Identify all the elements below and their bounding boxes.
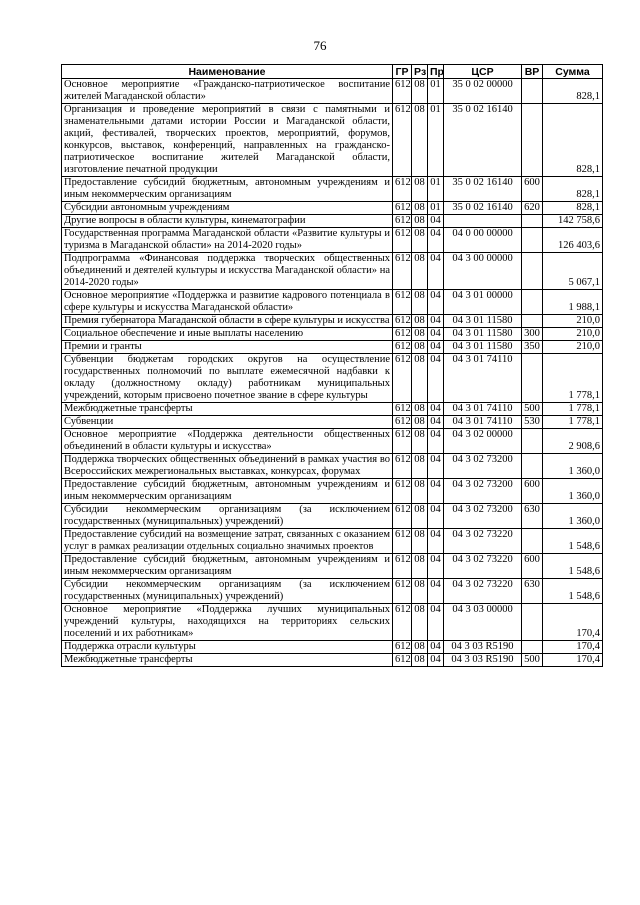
cell-name: Подпрограмма «Финансовая поддержка творческих общественных объединений и деятелей культуры и искусства Магаданской области» на 2014-2020 годы» <box>62 253 393 290</box>
table-row <box>62 529 603 554</box>
cell-pr: 04 <box>428 315 444 328</box>
cell-rz: 08 <box>412 403 428 416</box>
cell-name: Субсидии некоммерческим организациям (за исключением государственных (муниципальных) учреждений) <box>62 579 393 604</box>
cell-sum: 1 360,0 <box>543 504 603 529</box>
table-row <box>62 429 603 454</box>
cell-pr: 04 <box>428 290 444 315</box>
cell-rz: 08 <box>412 654 428 667</box>
cell-csr: 04 3 02 73220 <box>444 554 522 579</box>
cell-pr: 04 <box>428 215 444 228</box>
cell-pr: 04 <box>428 604 444 641</box>
cell-vr: 630 <box>522 579 543 604</box>
cell-csr: 04 3 01 74110 <box>444 403 522 416</box>
cell-pr: 04 <box>428 479 444 504</box>
cell-csr: 04 3 01 11580 <box>444 328 522 341</box>
cell-gr: 612 <box>393 479 412 504</box>
cell-csr: 04 3 02 73220 <box>444 529 522 554</box>
page-number: 76 <box>313 38 327 53</box>
cell-rz: 08 <box>412 529 428 554</box>
cell-gr: 612 <box>393 341 412 354</box>
cell-pr: 04 <box>428 403 444 416</box>
table-row <box>62 654 603 667</box>
table-row <box>62 104 603 177</box>
cell-vr <box>522 315 543 328</box>
cell-csr: 04 3 03 R5190 <box>444 641 522 654</box>
cell-vr <box>522 253 543 290</box>
cell-vr <box>522 429 543 454</box>
cell-csr: 04 3 01 00000 <box>444 290 522 315</box>
cell-csr: 04 0 00 00000 <box>444 228 522 253</box>
cell-rz: 08 <box>412 554 428 579</box>
cell-gr: 612 <box>393 654 412 667</box>
cell-gr: 612 <box>393 253 412 290</box>
cell-sum: 210,0 <box>543 341 603 354</box>
header-rz: Рз <box>412 65 428 79</box>
cell-name: Основное мероприятие «Поддержка лучших муниципальных учреждений культуры, находящихся на территориях сельских поселений и их работникам» <box>62 604 393 641</box>
cell-pr: 04 <box>428 454 444 479</box>
cell-gr: 612 <box>393 215 412 228</box>
cell-csr: 04 3 01 11580 <box>444 341 522 354</box>
cell-vr: 350 <box>522 341 543 354</box>
table-row <box>62 554 603 579</box>
cell-csr: 04 3 02 73200 <box>444 504 522 529</box>
cell-pr: 01 <box>428 202 444 215</box>
budget-table <box>61 64 603 667</box>
cell-vr <box>522 228 543 253</box>
header-gr: ГР <box>393 65 412 79</box>
cell-gr: 612 <box>393 104 412 177</box>
cell-name: Предоставление субсидий бюджетным, автономным учреждениям и иным некоммерческим организациям <box>62 177 393 202</box>
cell-name: Основное мероприятие «Поддержка деятельности общественных объединений в области культуры и искусства» <box>62 429 393 454</box>
cell-rz: 08 <box>412 290 428 315</box>
cell-vr: 630 <box>522 504 543 529</box>
header-pr: Пр <box>428 65 444 79</box>
cell-gr: 612 <box>393 403 412 416</box>
cell-pr: 04 <box>428 354 444 403</box>
cell-sum: 210,0 <box>543 328 603 341</box>
header-name: Наименование <box>62 65 393 79</box>
cell-gr: 612 <box>393 504 412 529</box>
cell-sum: 828,1 <box>543 177 603 202</box>
cell-gr: 612 <box>393 228 412 253</box>
cell-csr: 04 3 01 74110 <box>444 416 522 429</box>
cell-sum: 170,4 <box>543 654 603 667</box>
cell-pr: 01 <box>428 104 444 177</box>
cell-rz: 08 <box>412 429 428 454</box>
cell-rz: 08 <box>412 104 428 177</box>
cell-name: Основное мероприятие «Поддержка и развитие кадрового потенциала в сфере культуры и искусства Магаданской области» <box>62 290 393 315</box>
table-header-row <box>62 65 603 79</box>
cell-rz: 08 <box>412 479 428 504</box>
cell-pr: 04 <box>428 579 444 604</box>
cell-rz: 08 <box>412 354 428 403</box>
cell-rz: 08 <box>412 228 428 253</box>
cell-gr: 612 <box>393 290 412 315</box>
cell-csr: 04 3 03 00000 <box>444 604 522 641</box>
cell-sum: 2 908,6 <box>543 429 603 454</box>
cell-vr: 500 <box>522 654 543 667</box>
cell-vr: 600 <box>522 479 543 504</box>
cell-rz: 08 <box>412 416 428 429</box>
header-csr: ЦСР <box>444 65 522 79</box>
cell-pr: 04 <box>428 641 444 654</box>
cell-csr: 35 0 02 16140 <box>444 202 522 215</box>
cell-pr: 04 <box>428 529 444 554</box>
table-row <box>62 354 603 403</box>
cell-name: Государственная программа Магаданской области «Развитие культуры и туризма в Магаданской области» на 2014-2020 годы» <box>62 228 393 253</box>
cell-name: Субсидии автономным учреждениям <box>62 202 393 215</box>
cell-rz: 08 <box>412 454 428 479</box>
cell-gr: 612 <box>393 354 412 403</box>
cell-sum: 1 778,1 <box>543 403 603 416</box>
cell-sum: 170,4 <box>543 604 603 641</box>
cell-sum: 828,1 <box>543 104 603 177</box>
cell-pr: 04 <box>428 429 444 454</box>
cell-sum: 1 360,0 <box>543 454 603 479</box>
table-row <box>62 215 603 228</box>
cell-sum: 210,0 <box>543 315 603 328</box>
cell-sum: 1 778,1 <box>543 416 603 429</box>
cell-gr: 612 <box>393 328 412 341</box>
cell-csr: 04 3 03 R5190 <box>444 654 522 667</box>
cell-vr <box>522 79 543 104</box>
cell-csr: 04 3 01 74110 <box>444 354 522 403</box>
cell-pr: 01 <box>428 177 444 202</box>
cell-gr: 612 <box>393 579 412 604</box>
cell-rz: 08 <box>412 328 428 341</box>
cell-pr: 04 <box>428 504 444 529</box>
table-row <box>62 479 603 504</box>
table-row <box>62 416 603 429</box>
cell-rz: 08 <box>412 315 428 328</box>
cell-csr: 04 3 02 73200 <box>444 454 522 479</box>
table-row <box>62 341 603 354</box>
cell-vr <box>522 215 543 228</box>
cell-sum: 1 360,0 <box>543 479 603 504</box>
cell-pr: 04 <box>428 654 444 667</box>
cell-name: Субвенции <box>62 416 393 429</box>
cell-pr: 01 <box>428 79 444 104</box>
cell-vr <box>522 354 543 403</box>
cell-sum: 5 067,1 <box>543 253 603 290</box>
cell-rz: 08 <box>412 215 428 228</box>
cell-csr: 04 3 02 73220 <box>444 579 522 604</box>
cell-name: Межбюджетные трансферты <box>62 654 393 667</box>
cell-vr <box>522 454 543 479</box>
cell-pr: 04 <box>428 341 444 354</box>
cell-rz: 08 <box>412 579 428 604</box>
table-row <box>62 177 603 202</box>
cell-vr <box>522 641 543 654</box>
cell-gr: 612 <box>393 454 412 479</box>
cell-name: Организация и проведение мероприятий в связи с памятными и знаменательными датами истории России и Магаданской области, акций, фестивалей, творческих проектов, мероприятий, форумов, конкурсов, выставок, конференций, направленных на гражданско-патриотическое воспитание жителей Магаданской области, изготовление печатной продукции <box>62 104 393 177</box>
cell-csr: 35 0 02 16140 <box>444 104 522 177</box>
cell-name: Межбюджетные трансферты <box>62 403 393 416</box>
cell-name: Другие вопросы в области культуры, кинематографии <box>62 215 393 228</box>
table-row <box>62 202 603 215</box>
table-row <box>62 79 603 104</box>
table-row <box>62 328 603 341</box>
cell-vr: 530 <box>522 416 543 429</box>
table-row <box>62 454 603 479</box>
cell-pr: 04 <box>428 228 444 253</box>
cell-sum: 142 758,6 <box>543 215 603 228</box>
cell-gr: 612 <box>393 79 412 104</box>
header-vr: ВР <box>522 65 543 79</box>
cell-vr: 620 <box>522 202 543 215</box>
cell-gr: 612 <box>393 416 412 429</box>
table-body <box>62 79 603 667</box>
table-row <box>62 290 603 315</box>
cell-sum: 828,1 <box>543 202 603 215</box>
table-row <box>62 253 603 290</box>
cell-sum: 1 548,6 <box>543 529 603 554</box>
cell-vr: 600 <box>522 554 543 579</box>
cell-name: Субвенции бюджетам городских округов на осуществление государственных полномочий по выплате ежемесячной надбавки к окладу (должностному окладу) работникам муниципальных учреждений, которым присвоено почетное звание в сфере культуры <box>62 354 393 403</box>
cell-name: Субсидии некоммерческим организациям (за исключением государственных (муниципальных) учреждений) <box>62 504 393 529</box>
cell-pr: 04 <box>428 328 444 341</box>
cell-sum: 1 548,6 <box>543 554 603 579</box>
cell-rz: 08 <box>412 253 428 290</box>
cell-csr: 04 3 01 11580 <box>444 315 522 328</box>
cell-gr: 612 <box>393 554 412 579</box>
cell-name: Основное мероприятие «Гражданско-патриотическое воспитание жителей Магаданской области» <box>62 79 393 104</box>
cell-rz: 08 <box>412 79 428 104</box>
cell-vr <box>522 104 543 177</box>
cell-sum: 1 548,6 <box>543 579 603 604</box>
cell-name: Социальное обеспечение и иные выплаты населению <box>62 328 393 341</box>
cell-gr: 612 <box>393 529 412 554</box>
cell-csr: 04 3 02 00000 <box>444 429 522 454</box>
cell-rz: 08 <box>412 641 428 654</box>
cell-csr: 35 0 02 16140 <box>444 177 522 202</box>
cell-gr: 612 <box>393 641 412 654</box>
cell-vr <box>522 529 543 554</box>
cell-csr <box>444 215 522 228</box>
cell-pr: 04 <box>428 416 444 429</box>
cell-name: Предоставление субсидий на возмещение затрат, связанных с оказанием услуг в рамках реализации отдельных социально значимых проектов <box>62 529 393 554</box>
cell-gr: 612 <box>393 315 412 328</box>
cell-pr: 04 <box>428 253 444 290</box>
cell-rz: 08 <box>412 341 428 354</box>
cell-vr: 600 <box>522 177 543 202</box>
cell-pr: 04 <box>428 554 444 579</box>
cell-rz: 08 <box>412 504 428 529</box>
cell-sum: 1 988,1 <box>543 290 603 315</box>
cell-vr: 500 <box>522 403 543 416</box>
cell-name: Поддержка отрасли культуры <box>62 641 393 654</box>
cell-sum: 170,4 <box>543 641 603 654</box>
cell-name: Премия губернатора Магаданской области в сфере культуры и искусства <box>62 315 393 328</box>
table-row <box>62 504 603 529</box>
cell-csr: 04 3 02 73200 <box>444 479 522 504</box>
cell-name: Предоставление субсидий бюджетным, автономным учреждениям и иным некоммерческим организациям <box>62 554 393 579</box>
table-row <box>62 228 603 253</box>
cell-rz: 08 <box>412 177 428 202</box>
cell-sum: 126 403,6 <box>543 228 603 253</box>
table-row <box>62 579 603 604</box>
cell-gr: 612 <box>393 177 412 202</box>
cell-name: Поддержка творческих общественных объединений в рамках участия во Всероссийских межрегиональных выставках, конкурсах, форумах <box>62 454 393 479</box>
cell-name: Предоставление субсидий бюджетным, автономным учреждениям и иным некоммерческим организациям <box>62 479 393 504</box>
cell-vr <box>522 604 543 641</box>
cell-vr <box>522 290 543 315</box>
cell-rz: 08 <box>412 604 428 641</box>
cell-gr: 612 <box>393 604 412 641</box>
cell-gr: 612 <box>393 429 412 454</box>
table-row <box>62 604 603 641</box>
cell-rz: 08 <box>412 202 428 215</box>
table-row <box>62 315 603 328</box>
cell-csr: 35 0 02 00000 <box>444 79 522 104</box>
cell-sum: 1 778,1 <box>543 354 603 403</box>
cell-name: Премии и гранты <box>62 341 393 354</box>
table-row <box>62 641 603 654</box>
cell-gr: 612 <box>393 202 412 215</box>
cell-sum: 828,1 <box>543 79 603 104</box>
table-row <box>62 403 603 416</box>
header-sum: Сумма <box>543 65 603 79</box>
cell-vr: 300 <box>522 328 543 341</box>
cell-csr: 04 3 00 00000 <box>444 253 522 290</box>
